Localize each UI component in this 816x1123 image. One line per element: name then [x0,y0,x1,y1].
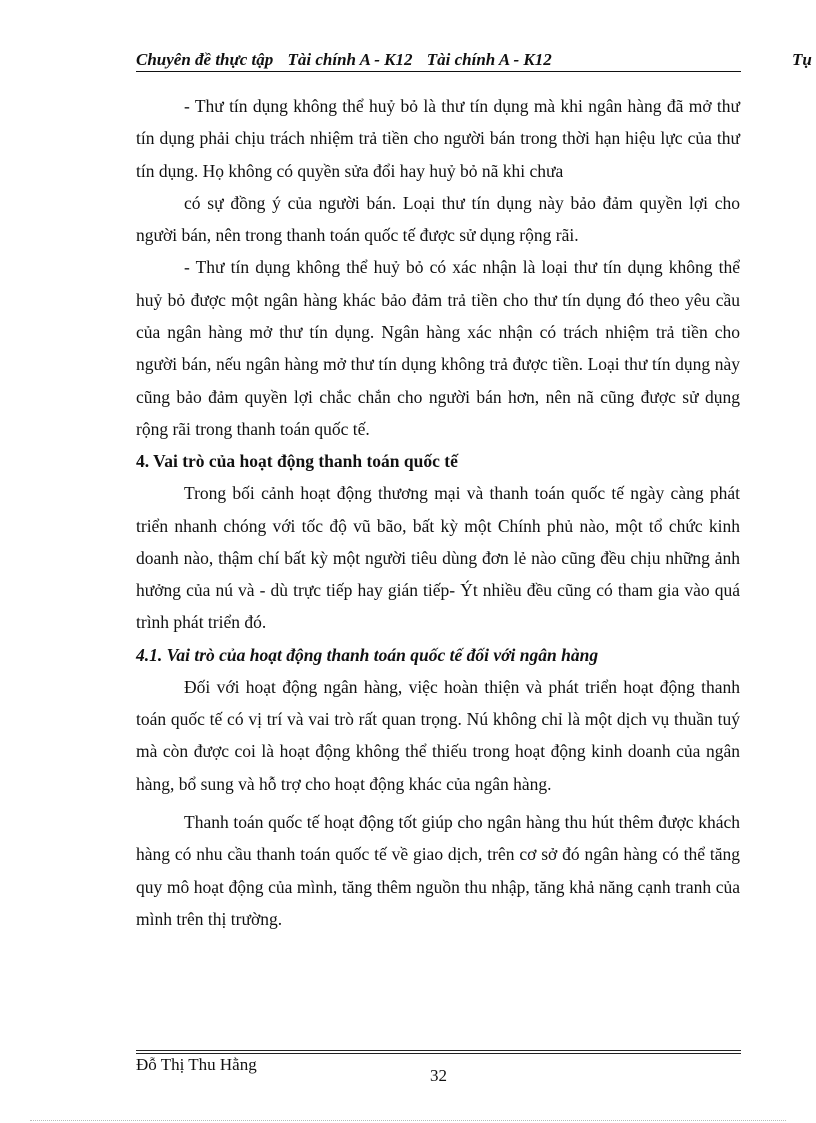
header-class: Tài chính A - K12 [287,50,413,69]
footer-rule-double [136,1053,741,1054]
paragraph-benefits: Thanh toán quốc tế hoạt động tốt giúp cho ngân hàng thu hút thêm được khách hàng có nhu cầu thanh toán quốc tế về giao dịch, trên cơ sở đó ngân hàng có thể tăng quy mô hoạt động của mình, tăng thêm nguồn thu nhập, tăng khả năng cạnh tranh của mình trên thị trường. [136,811,740,929]
header-class-repeat: Tài chính A - K12 [426,50,552,69]
subsection-heading-4-1: 4.1. Vai trò của hoạt động thanh toán quốc tế đối với ngân hàng [136,644,599,665]
header-rule [136,71,741,72]
footer-rule [136,1050,741,1051]
page-header [136,50,816,70]
paragraph-role-intro: Trong bối cảnh hoạt động thương mại và thanh toán quốc tế ngày càng phát triển nhanh chóng với tốc độ vũ bão, bất kỳ một Chính phủ nào, một tổ chức kinh doanh nào, thậm chí bất kỳ một người tiêu dùng đơn lẻ nào cũng đều chịu những ảnh hưởng của nú và - dù trực tiếp hay gián tiếp- Ýt nhiều đều cũng có tham gia vào quá trình phát triển đó. [136,483,740,633]
paragraph-irrevocable-lc: - Thư tín dụng không thể huỷ bỏ là thư tín dụng mà khi ngân hàng đã mở thư tín dụng phải chịu trách nhiệm trả tiền cho người bán trong thời hạn hiệu lực của thư tín dụng. Họ không có quyền sửa đổi hay huỷ bỏ nã khi chưa [136,96,740,181]
page-bottom-border [30,1120,786,1121]
paragraph-confirmed-lc: - Thư tín dụng không thể huỷ bỏ có xác nhận là loại thư tín dụng không thể huỷ bỏ được một ngân hàng khác bảo đảm trả tiền cho thư tín dụng đó theo yêu cầu của ngân hàng mở thư tín dụng. Ngân hàng xác nhận có trách nhiệm trả tiền cho người bán, nếu ngân hàng mở thư tín dụng không trả được tiền. Loại thư tín dụng này cũng bảo đảm quyền lợi chắc chắn cho người bán hơn, nên nã cũng được sử dụng rộng rãi trong thanh toán quốc tế. [136,257,740,439]
section-heading-4: 4. Vai trò của hoạt động thanh toán quốc tế [136,451,458,472]
paragraph-irrevocable-lc-cont: có sự đồng ý của người bán. Loại thư tín dụng này bảo đảm quyền lợi cho người bán, nên trong thanh toán quốc tế được sử dụng rộng rãi. [136,192,740,246]
header-cutoff-text: Tụ [792,50,812,69]
footer-author: Đỗ Thị Thu Hằng [136,1055,257,1074]
header-doc-type: Chuyên đề thực tập [136,50,274,69]
page-number: 32 [430,1066,447,1085]
document-body [136,90,740,935]
paragraph-role-banks: Đối với hoạt động ngân hàng, việc hoàn thiện và phát triển hoạt động thanh toán quốc tế có vị trí và vai trò rất quan trọng. Nú không chỉ là một dịch vụ thuần tuý mà còn được coi là hoạt động không thể thiếu trong hoạt động kinh doanh của ngân hàng, bổ sung và hỗ trợ cho hoạt động khác của ngân hàng. [136,676,740,794]
